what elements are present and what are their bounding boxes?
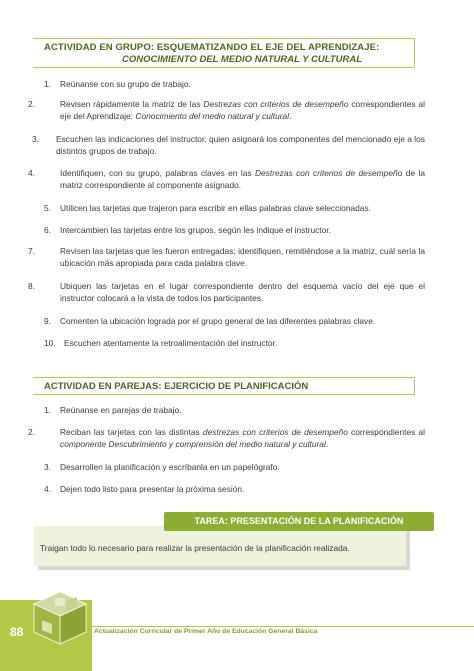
list-item: 7. Revisen las tarjetas que les fueron entregadas; identifiquen, remitiéndose a la matriz, cuál sería la ubicación más apropiada para cada palabra clave.: [28, 246, 425, 268]
section1-title: ACTIVIDAD EN GRUPO: ESQUEMATIZANDO EL EJE DEL APRENDIZAJE:: [44, 42, 380, 53]
footer-title: Actualización Curricular de Primer Año de Educación General Básica: [94, 628, 318, 635]
section1-border-bottom: [33, 67, 415, 68]
cube-logo-icon: [30, 588, 90, 648]
footer-line: [92, 626, 474, 627]
list-item: 1. Reúnanse en parejas de trabajo.: [44, 405, 182, 415]
section2-border-right: [414, 377, 415, 394]
section2-title: ACTIVIDAD EN PAREJAS: EJERCICIO DE PLANIFICACIÓN: [44, 381, 309, 392]
list-item: 4. Dejen todo listo para presentar la próxima sesión.: [44, 484, 245, 494]
page-number: 88: [10, 625, 24, 639]
tarea-title: TAREA: PRESENTACIÓN DE LA PLANIFICACIÓN: [164, 512, 434, 531]
list-item: 3. Desarrollen la planificación y escríbanla en un papelógrafo.: [44, 462, 280, 472]
list-item: 10. Escuchen atentamente la retroalimentación del instructor.: [44, 338, 278, 348]
list-item: 3. Escuchen las indicaciones del instructor, quien asignará los componentes del mencionado eje a los distintos grupos de trabajo.: [32, 134, 425, 156]
section2-border-top: [33, 377, 414, 378]
section1-subtitle: CONOCIMIENTO DEL MEDIO NATURAL Y CULTURAL: [122, 54, 362, 65]
section1-border-top: [33, 38, 414, 39]
list-item: 2. Reciban las tarjetas con las distintas destrezas con criterios de desempeño correspondientes al componente Descubrimiento y comprensión del medio natural y cultural.: [28, 427, 425, 449]
list-item: 6. Intercambien las tarjetas entre los grupos, según les indique el instructor.: [44, 225, 331, 235]
tarea-box: [34, 512, 418, 568]
list-item: 5. Utilicen las tarjetas que trajeron para escribir en ellas palabras clave seleccionadas.: [44, 203, 371, 213]
list-item: 9. Comenten la ubicación lograda por el grupo general de las diferentes palabras clave.: [44, 316, 376, 326]
tarea-text: Traigan todo lo necesario para realizar la presentación de la planificación realizada.: [40, 543, 350, 553]
section1-border-right: [414, 38, 415, 68]
list-item: 8. Ubiquen las tarjetas en el lugar correspondiente dentro del esquema vacío del eje que el instructor colocará a la vista de todos los participantes.: [28, 281, 425, 303]
list-item: 4. Identifiquen, con su grupo, palabras claves en las Destrezas con criterios de desempeño de la matriz correspondiente al componente asignado.: [28, 168, 425, 190]
list-item: 2. Revisen rápidamente la matriz de las Destrezas con criterios de desempeño correspondientes al eje del Aprendizaje: Conocimiento del medio natural y cultural.: [28, 99, 425, 121]
list-item: 1. Reúnanse con su grupo de trabajo.: [44, 79, 191, 89]
section2-border-bottom: [33, 394, 415, 395]
